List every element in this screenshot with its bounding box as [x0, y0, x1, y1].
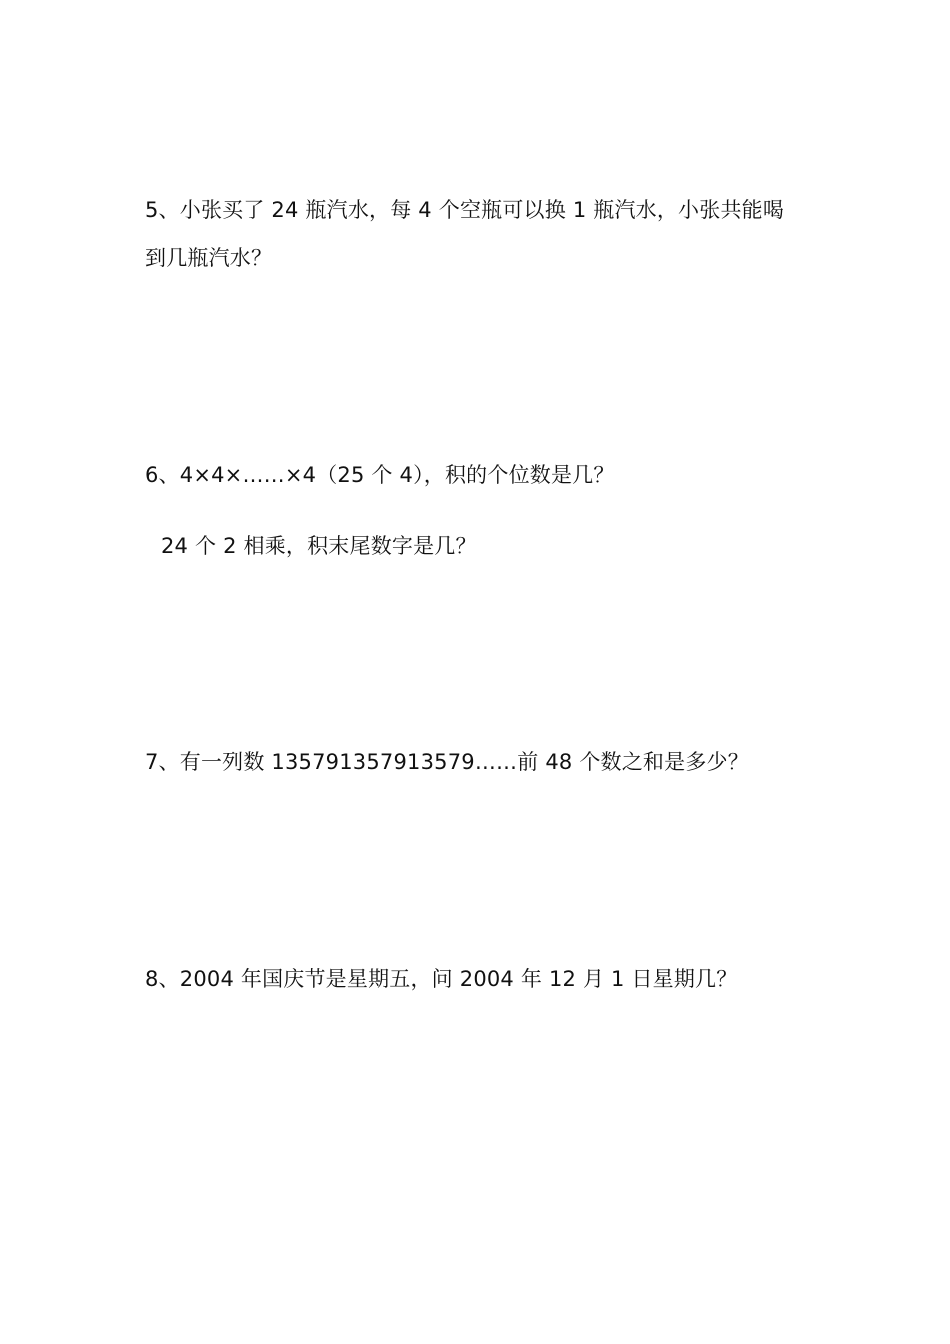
question-8-line-1: 8、2004 年国庆节是星期五，问 2004 年 12 月 1 日星期几？ — [145, 967, 738, 991]
question-5-line-1: 5、小张买了 24 瓶汽水，每 4 个空瓶可以换 1 瓶汽水，小张共能喝 — [145, 198, 785, 222]
question-5-line-2: 到几瓶汽水？ — [145, 246, 273, 270]
question-6-line-2: 24 个 2 相乘，积末尾数字是几？ — [161, 534, 477, 558]
question-7-line-1: 7、有一列数 135791357913579……前 48 个数之和是多少？ — [145, 750, 749, 774]
question-6-line-1: 6、4×4×……×4（25 个 4），积的个位数是几？ — [145, 463, 615, 487]
